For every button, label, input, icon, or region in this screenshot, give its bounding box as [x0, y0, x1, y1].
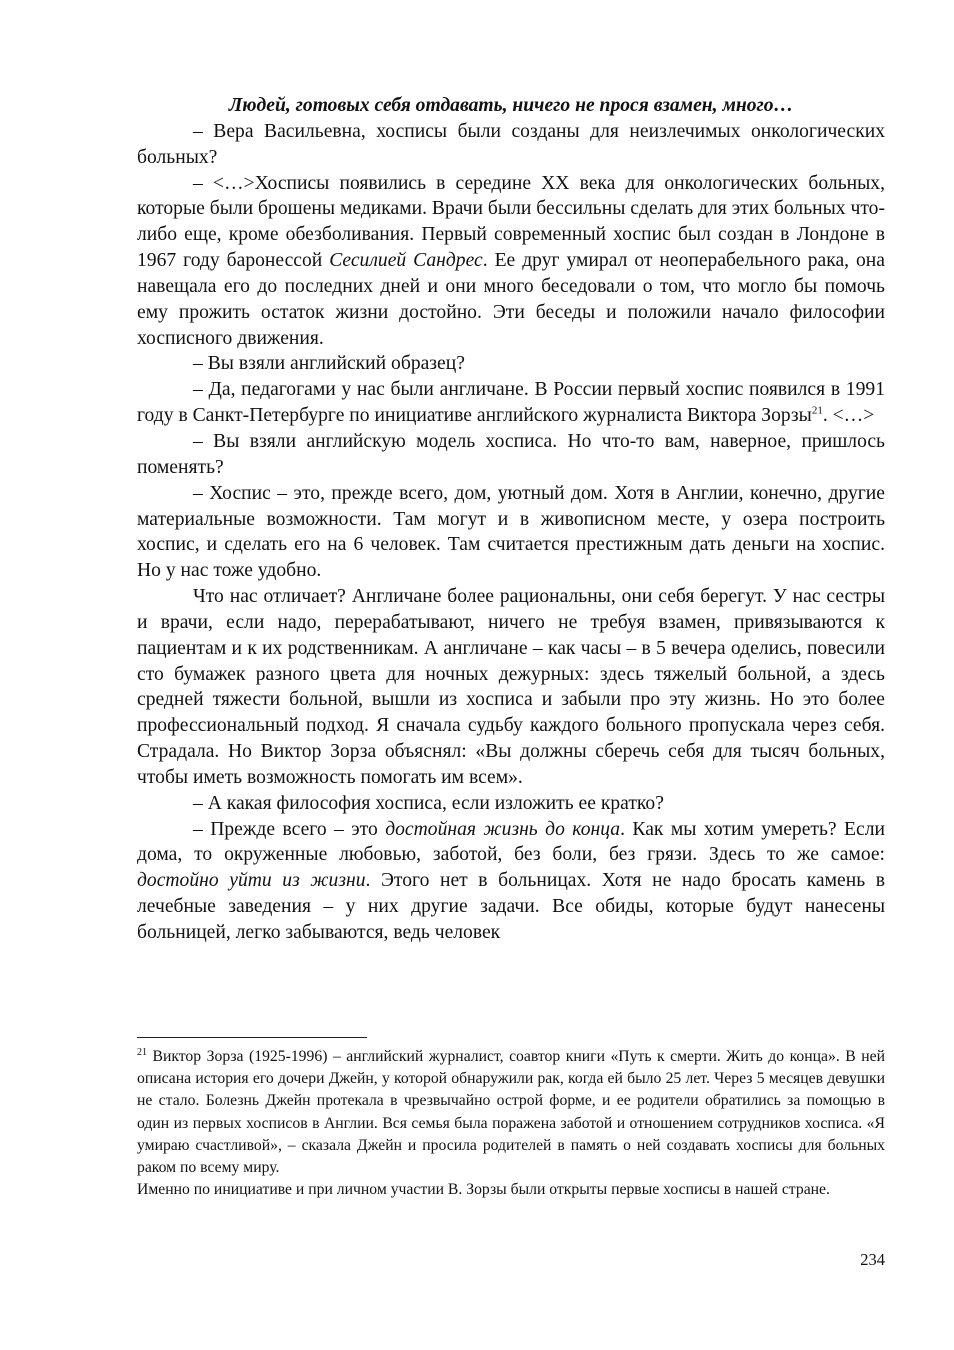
- paragraph-question-3: – Вы взяли английскую модель хосписа. Но что-то вам, наверное, пришлось поменять?: [137, 430, 885, 478]
- paragraph-question-1: – Вера Васильевна, хосписы были созданы для неизлечимых онкологических больных?: [137, 120, 885, 168]
- paragraph-question-2: – Вы взяли английский образец?: [193, 353, 465, 375]
- footnote-text: [137, 1046, 885, 1179]
- footnote-separator: [137, 1037, 367, 1038]
- paragraph-answer-2: [137, 377, 885, 429]
- interview-text: [137, 93, 885, 946]
- emphasis: достойно уйти из жизни: [137, 870, 366, 892]
- footnote-number: 21: [137, 1046, 147, 1058]
- footnote-text-2: Именно по инициативе и при личном участии В. Зорзы были открыты первые хосписы в нашей стране.: [137, 1181, 830, 1199]
- paragraph-answer-3: – Хоспис – это, прежде всего, дом, уютный дом. Хотя в Англии, конечно, другие материальные возможности. Там могут и в живописном месте, у озера построить хоспис, и сделать его на 6 человек. Там считается престижным дать деньги на хоспис. Но у нас тоже удобно.: [137, 482, 885, 582]
- text-run: . <…>: [822, 405, 875, 427]
- footnote-body: Виктор Зорза (1925-1996) – английский журналист, соавтор книги «Путь к смерти. Жить до конца». В ней описана история его дочери Джейн, у которой обнаружили рак, когда ей было 25 лет. Через 5 месяцев девушки не стало. Болезнь Джейн протекала в чрезвычайно острой форме, и ее родители обратились за помощью в один из первых хосписов в Англии. Вся семья была поражена заботой и отношением сотрудников хосписа. «Я умираю счастливой», – сказала Джейн и просила родителей в память о ней создавать хосписы для больных раком по всему миру.: [137, 1048, 885, 1177]
- footnote-reference[interactable]: 21: [811, 404, 823, 417]
- section-heading: Людей, готовых себя отдавать, ничего не прося взамен, много…: [228, 95, 794, 116]
- text-run: – Да, педагогами у нас были англичане. В России первый хоспис появился в 1991 году в Санкт-Петербурге по инициативе английского журналиста Виктора Зорзы: [137, 379, 885, 427]
- paragraph-answer-4: [137, 817, 885, 946]
- text-run: . Как мы хотим умереть? Если дома, то окруженные любовью, заботой, без боли, без грязи. Здесь то же самое:: [137, 818, 885, 866]
- person-name: Сесилией Сандрес: [329, 250, 483, 272]
- paragraph-answer-1: [137, 171, 885, 352]
- text-run: – Прежде всего – это: [193, 818, 386, 840]
- emphasis: достойная жизнь до конца: [385, 818, 621, 840]
- footnote: [137, 1046, 885, 1201]
- paragraph-answer-3-continued: Что нас отличает? Англичане более рациональны, они себя берегут. У нас сестры и врачи, если надо, перерабатывают, ничего не требуя взамен, привязываются к пациентам и к их родственникам. А англичане – как часы – в 5 вечера оделись, повесили сто бумажек разного цвета для ночных дежурных: здесь тяжелый больной, а здесь средней тяжести больной, вышли из хосписа и забыли про эту жизнь. Но это более профессиональный подход. Я сначала судьбу каждого больного пропускала через себя. Страдала. Но Виктор Зорза объяснял: «Вы должны сберечь себя для тысяч больных, чтобы иметь возможность помогать им всем».: [137, 586, 885, 788]
- text-run: – <…>Хосписы появились в середине ХХ века для онкологических больных, которые были брошены медиками. Врачи были бессильны сделать для этих больных что-либо еще, кроме обезболивания. Первый современный хоспис был создан в Лондоне в 1967 году баронессой: [137, 172, 885, 272]
- text-run: . Этого нет в больницах. Хотя не надо бросать камень в лечебные заведения – у них другие задачи. Все обиды, которые будут нанесены больницей, легко забываются, ведь человек: [137, 870, 885, 943]
- text-run: . Ее друг умирал от неоперабельного рака, она навещала его до последних дней и они много беседовали о том, что могло бы помочь ему прожить остаток жизни достойно. Эти беседы и положили начало философии хосписного движения.: [137, 250, 885, 349]
- page-number: 234: [860, 1250, 885, 1269]
- paragraph-question-4: – А какая философия хосписа, если изложить ее кратко?: [193, 792, 664, 814]
